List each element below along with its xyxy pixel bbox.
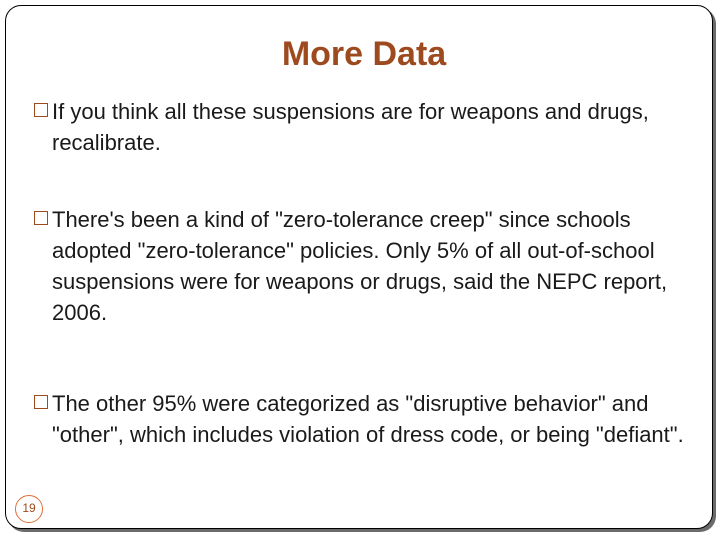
slide-title: More Data — [281, 35, 447, 73]
bullet-item — [34, 204, 702, 328]
hollow-square-bullet-icon — [34, 395, 48, 409]
bullet-item — [34, 96, 702, 158]
page-number-badge: 19 — [15, 495, 43, 523]
bullet-text: There's been a kind of "zero-tolerance creep" since schools adopted "zero-tolerance" policies. Only 5% of all out-of-school suspensions were for weapons or drugs, said the NEPC report, 2006. — [52, 207, 668, 325]
bullet-text: If you think all these suspensions are for weapons and drugs, recalibrate. — [52, 99, 649, 155]
hollow-square-bullet-icon — [34, 211, 48, 225]
bullet-text: The other 95% were categorized as "disruptive behavior" and "other", which includes violation of dress code, or being "defiant". — [52, 391, 684, 447]
hollow-square-bullet-icon — [34, 103, 48, 117]
bullet-item — [34, 388, 702, 450]
